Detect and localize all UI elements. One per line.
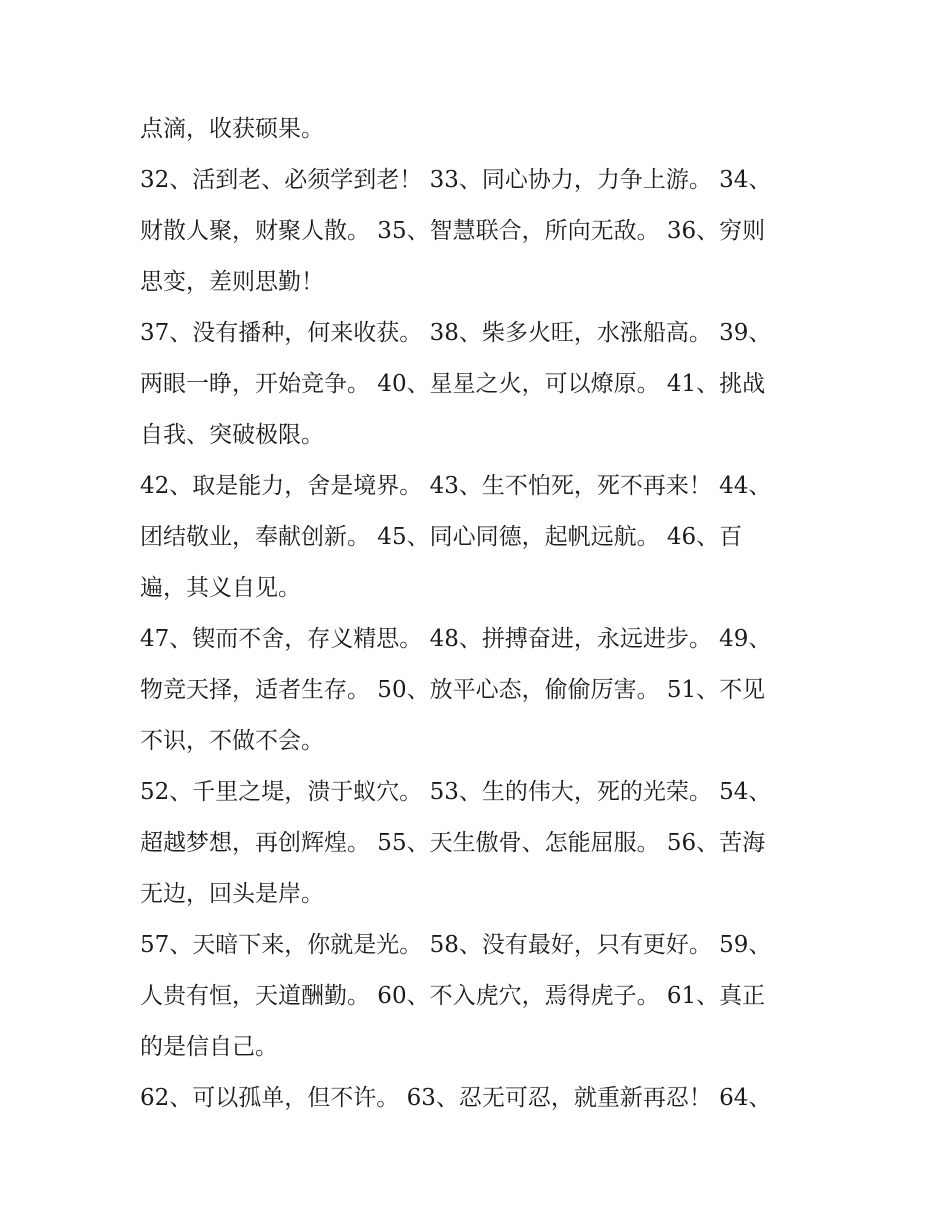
text-line: 团结敬业，奉献创新。 45、同心同德，起帆远航。 46、百 [140,524,743,550]
text-line: 超越梦想，再创辉煌。 55、天生傲骨、怎能屈服。 56、苦海 [140,830,766,856]
text-line: 47、锲而不舍，存义精思。 48、拼搏奋进，永远进步。 49、 [140,626,772,652]
text-line: 人贵有恒，天道酬勤。 60、不入虎穴，焉得虎子。 61、真正 [140,983,766,1009]
text-line: 物竞天择，适者生存。 50、放平心态，偷偷厉害。 51、不见 [140,677,766,703]
text-line: 点滴，收获硕果。 [140,116,324,142]
text-line: 62、可以孤单，但不许。 63、忍无可忍，就重新再忍！ 64、 [140,1085,772,1111]
text-line: 37、没有播种，何来收获。 38、柴多火旺，水涨船高。 39、 [140,320,772,346]
document-body [140,104,820,1124]
text-line: 遍，其义自见。 [140,575,301,601]
text-line: 两眼一睁，开始竞争。 40、星星之火，可以燎原。 41、挑战 [140,371,766,397]
text-line: 不识，不做不会。 [140,728,324,754]
text-line: 无边，回头是岸。 [140,881,324,907]
text-line: 42、取是能力，舍是境界。 43、生不怕死，死不再来！ 44、 [140,473,772,499]
text-line: 32、活到老、必须学到老！ 33、同心协力，力争上游。 34、 [140,167,772,193]
text-line: 财散人聚，财聚人散。 35、智慧联合，所向无敌。 36、穷则 [140,218,766,244]
text-line: 自我、突破极限。 [140,422,324,448]
text-line: 52、千里之堤，溃于蚁穴。 53、生的伟大，死的光荣。 54、 [140,779,772,805]
text-line: 57、天暗下来，你就是光。 58、没有最好，只有更好。 59、 [140,932,772,958]
text-line: 的是信自己。 [140,1034,278,1060]
text-line: 思变，差则思勤！ [140,269,324,295]
